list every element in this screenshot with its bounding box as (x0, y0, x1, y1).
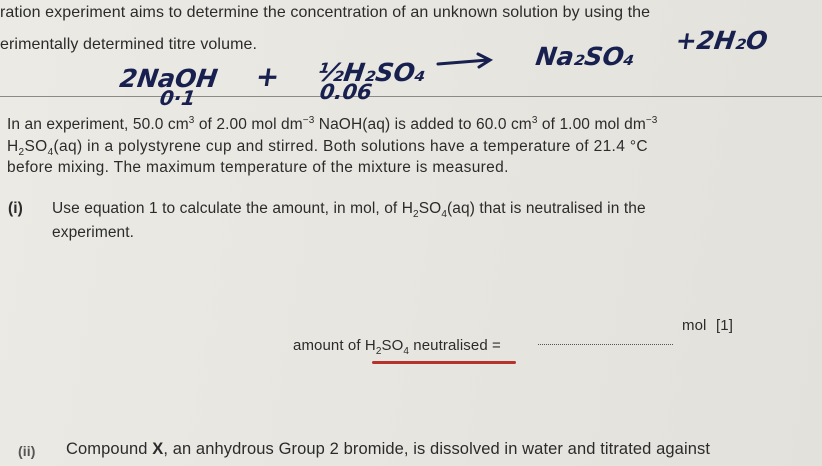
question-ii-text: Compound X, an anhydrous Group 2 bromide, is dissolved in water and titrated against (66, 440, 711, 458)
handwritten-moles-h2so4: 0.06 (318, 80, 374, 104)
handwritten-product-water: +2H₂O (673, 26, 770, 55)
paragraph-line-2: $H_2SO_4(aq)$ in a polystyrene cup and stirred. Both solutions have a temperature of 21.4 °C (7, 138, 648, 159)
answer-marks: [1] (716, 317, 733, 334)
answer-label: amount of $H_2SO_4$ neutralised = (293, 337, 501, 357)
handwritten-product-na2so4: Na₂SO₄ (533, 42, 637, 71)
question-i-line-2: experiment. (52, 224, 135, 241)
question-ii-label: (ii) (18, 443, 36, 459)
divider-line (0, 96, 822, 97)
header-line-2: erimentally determined titre volume. (0, 36, 258, 53)
answer-unit: mol (682, 317, 707, 334)
handwritten-moles-naoh: 0·1 (158, 86, 198, 110)
answer-field[interactable] (538, 344, 673, 345)
paragraph-line-3: before mixing. The maximum temperature of the mixture is measured. (7, 159, 509, 176)
question-i-label: (i) (8, 200, 23, 217)
handwritten-arrow-icon (436, 52, 496, 72)
header-line-1: ration experiment aims to determine the concentration of an unknown solution by using the (0, 4, 651, 21)
paragraph-line-1: In an experiment, 50.0 $cm^3$ of 2.00 mol $dm^{-3}$ NaOH(aq) is added to 60.0 $cm^3$ of 1.00 mol $dm^{-3}$ (7, 114, 658, 133)
handwritten-reactant-naoh: 2NaOH (117, 64, 220, 93)
handwritten-plus-sign: + (253, 60, 282, 93)
handwritten-reactant-h2so4: ½H₂SO₄ (315, 58, 429, 87)
question-i-line-1: Use equation 1 to calculate the amount, in mol, of $H_2SO_4(aq)$ that is neutralised in the (52, 200, 646, 221)
handwritten-underline (372, 361, 516, 364)
